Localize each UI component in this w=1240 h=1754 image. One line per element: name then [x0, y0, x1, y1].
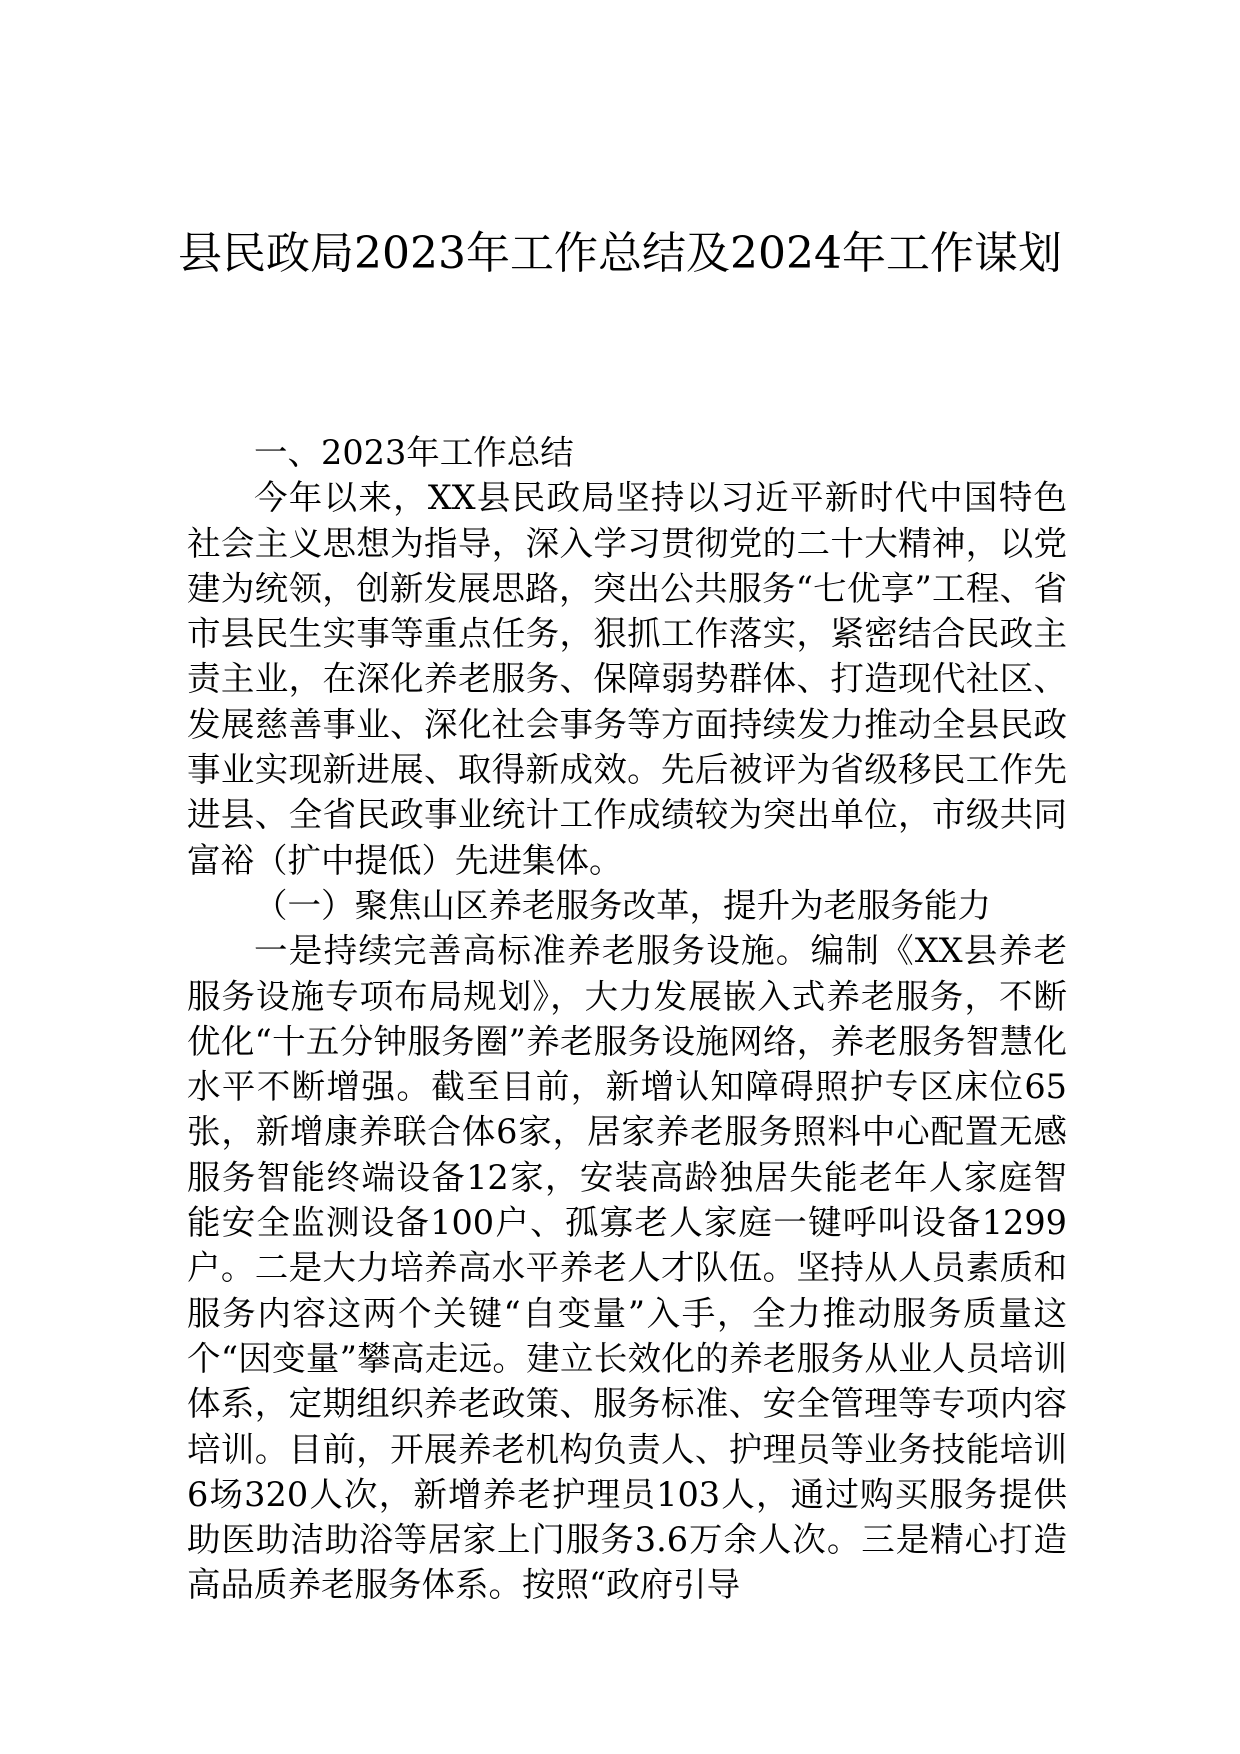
document-title: 县民政局2023年工作总结及2024年工作谋划	[178, 228, 1062, 279]
document-body	[187, 430, 1067, 1608]
paragraph-intro: 今年以来，XX县民政局坚持以习近平新时代中国特色社会主义思想为指导，深入学习贯彻党的二十大精神，以党建为统领，创新发展思路，突出公共服务“七优享”工程、省市县民生实事等重点任务，狠抓工作落实，紧密结合民政主责主业，在深化养老服务、保障弱势群体、打造现代社区、发展慈善事业、深化社会事务等方面持续发力推动全县民政事业实现新进展、取得新成效。先后被评为省级移民工作先进县、全省民政事业统计工作成绩较为突出单位，市级共同富裕（扩中提低）先进集体。	[187, 478, 1067, 880]
subsection-heading-1: （一）聚焦山区养老服务改革，提升为老服务能力	[254, 885, 991, 925]
section-heading-1: 一、2023年工作总结	[254, 433, 574, 472]
paragraph-elderly-care: 一是持续完善高标准养老服务设施。编制《XX县养老服务设施专项布局规划》，大力发展嵌入式养老服务，不断优化“十五分钟服务圈”养老服务设施网络，养老服务智慧化水平不断增强。截至目前，新增认知障碍照护专区床位65张，新增康养联合体6家，居家养老服务照料中心配置无感服务智能终端设备12家，安装高龄独居失能老年人家庭智能安全监测设备100户、孤寡老人家庭一键呼叫设备1299户。二是大力培养高水平养老人才队伍。坚持从人员素质和服务内容这两个关键“自变量”入手，全力推动服务质量这个“因变量”攀高走远。建立长效化的养老服务从业人员培训体系，定期组织养老政策、服务标准、安全管理等专项内容培训。目前，开展养老机构负责人、护理员等业务技能培训6场320人次，新增养老护理员103人，通过购买服务提供助医助洁助浴等居家上门服务3.6万余人次。三是精心打造高品质养老服务体系。按照“政府引导	[187, 931, 1067, 1605]
